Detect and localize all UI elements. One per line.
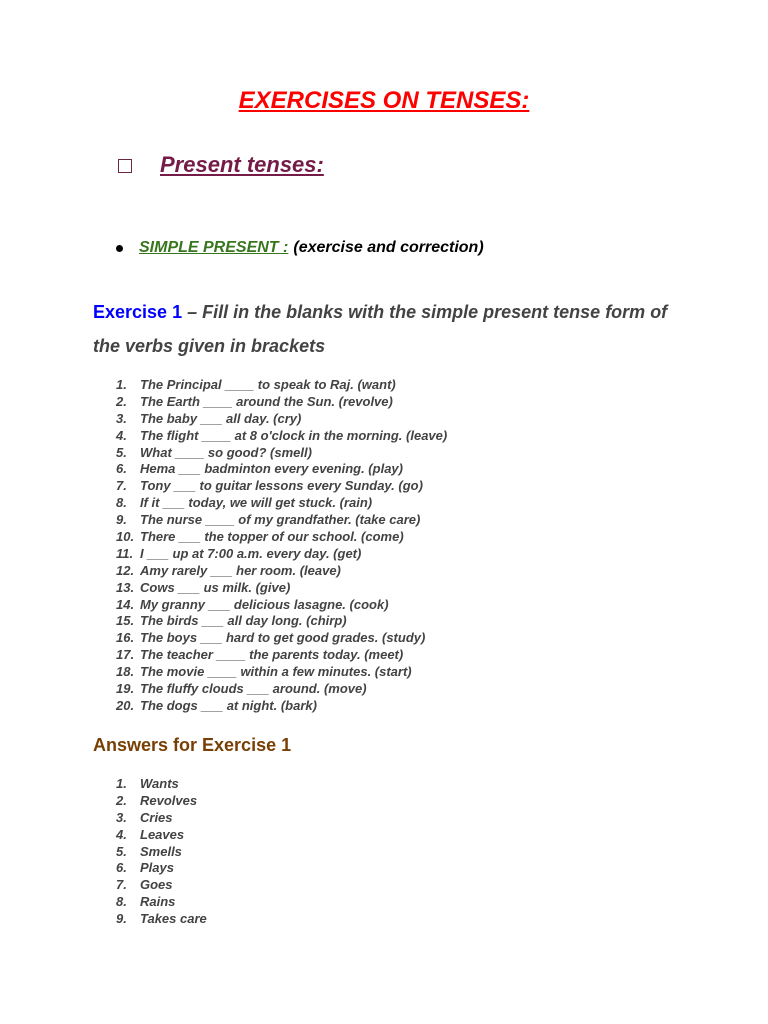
checkbox-icon: [118, 159, 132, 173]
question-item: [116, 580, 447, 597]
question-item-text: The dogs ___ at night. (bark): [140, 697, 317, 713]
question-item: [116, 613, 447, 630]
question-item-number: 13.: [116, 579, 135, 595]
exercise-heading: [93, 295, 673, 363]
answer-item-text: Wants: [140, 776, 179, 791]
section-title: Present tenses:: [160, 152, 324, 177]
question-item-number: 6.: [116, 461, 127, 477]
question-item: [116, 681, 447, 698]
question-item-number: 1.: [116, 377, 127, 392]
question-item-text: The fluffy clouds ___ around. (move): [140, 681, 367, 697]
answer-item-text: Rains: [140, 894, 176, 910]
answer-item-number: 2.: [116, 792, 127, 808]
question-item: [116, 445, 447, 462]
question-item: [116, 563, 447, 580]
question-item-text: What ____ so good? (smell): [140, 444, 312, 460]
question-item-number: 17.: [116, 647, 135, 663]
answer-item: [116, 860, 207, 877]
subsection-note: (exercise and correction): [293, 239, 484, 256]
answer-item: [116, 793, 207, 810]
question-item-text: Tony ___ to guitar lessons every Sunday. (go): [140, 478, 423, 494]
question-item-number: 15.: [116, 613, 135, 629]
question-item-number: 18.: [116, 664, 135, 680]
document-title: EXERCISES ON TENSES:: [238, 87, 530, 114]
question-item-number: 3.: [116, 410, 127, 426]
answer-item-number: 3.: [116, 809, 127, 825]
question-item: [116, 698, 447, 715]
question-item-number: 20.: [116, 697, 135, 713]
question-item-number: 7.: [116, 478, 127, 494]
question-item-number: 4.: [116, 427, 127, 443]
question-item-number: 16.: [116, 630, 135, 646]
question-item: [116, 394, 447, 411]
question-item: [116, 478, 447, 495]
question-item-text: Cows ___ us milk. (give): [140, 579, 291, 595]
question-item-text: My granny ___ delicious lasagne. (cook): [140, 596, 389, 612]
question-item-text: There ___ the topper of our school. (come): [140, 529, 404, 545]
answer-item-text: Cries: [140, 809, 173, 825]
question-item: [116, 411, 447, 428]
answer-item: [116, 894, 207, 911]
subsection-heading: [116, 236, 484, 260]
question-item-number: 5.: [116, 444, 127, 460]
question-item: [116, 495, 447, 512]
answer-item-text: Leaves: [140, 826, 185, 842]
answer-item-text: Takes care: [140, 911, 207, 927]
answer-item-number: 1.: [116, 776, 127, 791]
answer-item-number: 7.: [116, 877, 127, 893]
answer-item-number: 6.: [116, 860, 127, 876]
answer-item-number: 4.: [116, 826, 127, 842]
answer-item: [116, 911, 207, 928]
answer-item-number: 9.: [116, 911, 127, 927]
question-item: [116, 630, 447, 647]
answer-item-number: 8.: [116, 894, 127, 910]
question-item-number: 19.: [116, 681, 135, 697]
question-item: [116, 428, 447, 445]
question-item: [116, 461, 447, 478]
answer-item-text: Goes: [140, 877, 173, 893]
exercise-label: Exercise 1: [93, 302, 183, 322]
question-item-text: The flight ____ at 8 o'clock in the morning. (leave): [140, 427, 448, 443]
question-item-text: The Earth ____ around the Sun. (revolve): [140, 393, 393, 409]
question-item-text: The nurse ____ of my grandfather. (take care): [140, 512, 421, 528]
answer-item: [116, 877, 207, 894]
question-item-number: 8.: [116, 495, 127, 511]
question-item-text: The boys ___ hard to get good grades. (study): [140, 630, 426, 646]
section-heading-row: [118, 150, 324, 180]
question-item-number: 9.: [116, 512, 127, 528]
question-item-number: 10.: [116, 529, 135, 545]
question-item: [116, 377, 447, 394]
question-item-number: 14.: [116, 596, 135, 612]
answer-item: [116, 827, 207, 844]
question-item-number: 12.: [116, 562, 135, 578]
question-item-text: If it ___ today, we will get stuck. (rain): [140, 495, 373, 511]
question-item-text: The teacher ____ the parents today. (meet): [140, 647, 404, 663]
question-item: [116, 664, 447, 681]
question-item-text: The movie ____ within a few minutes. (start): [140, 664, 412, 680]
answer-item: [116, 810, 207, 827]
answer-item-text: Smells: [140, 843, 182, 859]
question-item-text: I ___ up at 7:00 a.m. every day. (get): [140, 545, 362, 561]
question-item: [116, 512, 447, 529]
answer-item-text: Revolves: [140, 792, 198, 808]
answer-item: [116, 844, 207, 861]
question-item-text: Hema ___ badminton every evening. (play): [140, 461, 403, 477]
question-item: [116, 529, 447, 546]
question-item-text: The Principal ____ to speak to Raj. (want): [140, 377, 396, 392]
question-item: [116, 597, 447, 614]
question-item-number: 11.: [116, 545, 134, 561]
answer-item-text: Plays: [140, 860, 174, 876]
answer-item: [116, 776, 207, 793]
answer-item-number: 5.: [116, 843, 127, 859]
subsection-label: SIMPLE PRESENT :: [139, 239, 289, 256]
answers-heading: Answers for Exercise 1: [93, 735, 292, 755]
question-item-number: 2.: [116, 393, 127, 409]
exercise-instructions: – Fill in the blanks with the simple present tense form of the verbs given in brackets: [93, 302, 668, 356]
question-item-text: Amy rarely ___ her room. (leave): [140, 562, 341, 578]
question-item-text: The baby ___ all day. (cry): [140, 410, 302, 426]
answers-list: [116, 776, 207, 928]
bullet-icon: [116, 245, 123, 252]
question-item-text: The birds ___ all day long. (chirp): [140, 613, 347, 629]
questions-list: [116, 377, 447, 715]
question-item: [116, 647, 447, 664]
question-item: [116, 546, 447, 563]
